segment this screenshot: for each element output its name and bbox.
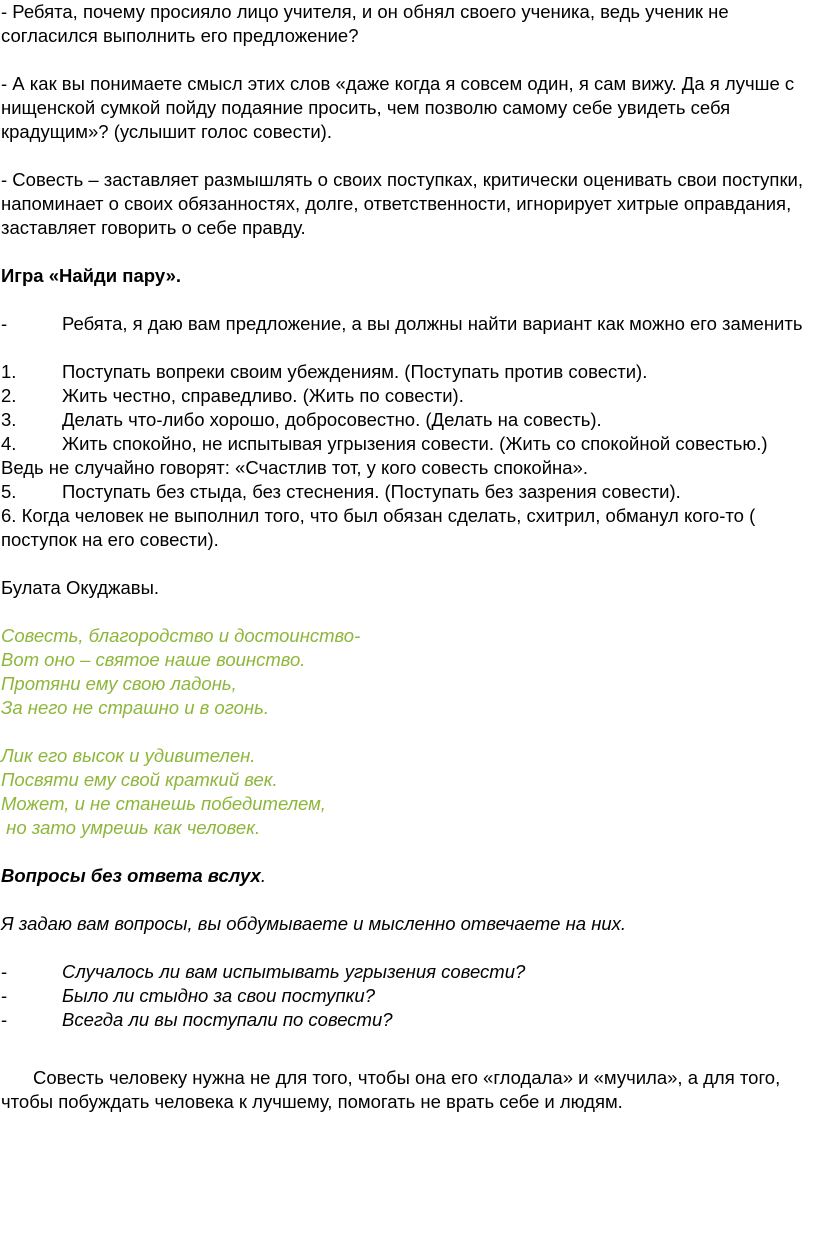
question-text: Случалось ли вам испытывать угрызения совести? [62,961,526,982]
game-instruction [0,312,816,336]
questions-heading [0,864,816,888]
game-item-2 [0,384,816,408]
game-heading: Игра «Найди пару». [1,265,181,286]
game-item-1 [0,360,816,384]
question-text: Было ли стыдно за свои поступки? [62,985,375,1006]
poem-line: но зато умрешь как человек. [1,817,261,838]
intro-paragraph-2: - А как вы понимаете смысл этих слов «даже когда я совсем один, я сам вижу. Да я лучше с нищенской сумкой пойду подаяние просить, чем позволю самому себе увидеть себя крадущим»? (услышит голос совести). [1,73,795,142]
poem-author: Булата Окуджавы. [1,577,159,598]
game-instruction-text: Ребята, я даю вам предложение, а вы должны найти вариант как можно его заменить [62,313,803,334]
game-item-3 [0,408,816,432]
game-item-6: 6. Когда человек не выполнил того, что был обязан сделать, схитрил, обманул кого-то ( поступок на его совести). [1,505,756,550]
poem-line: За него не страшно и в огонь. [1,697,269,718]
game-instruction-dash: - [1,313,8,334]
poem-line: Может, и не станешь победителем, [1,793,326,814]
intro-paragraph-1: - Ребята, почему просияло лицо учителя, и он обнял своего ученика, ведь ученик не согласился выполнить его предложение? [1,1,729,46]
game-item-4 [0,432,816,480]
poem-line: Протяни ему свою ладонь, [1,673,237,694]
game-item-text: Делать что-либо хорошо, добросовестно. (Делать на совесть). [62,409,602,430]
game-item-number: 4. [1,433,17,454]
game-item-number: 1. [1,361,17,382]
game-item-text: Жить честно, справедливо. (Жить по совести). [62,385,464,406]
poem-line: Посвяти ему свой краткий век. [1,769,278,790]
intro-paragraph-3: - Совесть – заставляет размышлять о своих поступках, критически оценивать свои поступки, напоминает о своих обязанностях, долге, ответственности, игнорирует хитрые оправдания, заставляет говорить о себе правду. [1,169,804,238]
questions-heading-dot: . [260,865,266,886]
questions-heading-text: Вопросы без ответа вслух [1,865,261,886]
conclusion-text: Совесть человеку нужна не для того, чтобы она его «глодала» и «мучила», а для того, чтобы побуждать человека к лучшему, помогать не врать себе и людям. [1,1067,781,1112]
conclusion-paragraph [0,1066,816,1114]
poem-line: Лик его высок и удивителен. [1,745,256,766]
question-text: Всегда ли вы поступали по совести? [62,1009,393,1030]
question-dash: - [1,1009,8,1030]
game-item-number: 2. [1,385,17,406]
poem-stanza-2 [0,744,816,840]
game-item-5 [0,480,816,504]
game-item-number: 3. [1,409,17,430]
game-item-text: Поступать без стыда, без стеснения. (Поступать без зазрения совести). [62,481,681,502]
questions-intro: Я задаю вам вопросы, вы обдумываете и мысленно отвечаете на них. [1,913,627,934]
game-item-number: 5. [1,481,17,502]
question-dash: - [1,961,8,982]
game-item-text: Жить спокойно, не испытывая угрызения совести. (Жить со спокойной совестью.) Ведь не случайно говорят: «Счастлив тот, у кого совесть спокойна». [1,433,768,478]
poem-line: Вот оно – святое наше воинство. [1,649,306,670]
game-item-text: Поступать вопреки своим убеждениям. (Поступать против совести). [62,361,648,382]
poem-line: Совесть, благородство и достоинство- [1,625,361,646]
question-dash: - [1,985,8,1006]
question-item-2 [0,984,816,1008]
poem-stanza-1 [0,624,816,720]
question-item-1 [0,960,816,984]
question-item-3 [0,1008,816,1032]
